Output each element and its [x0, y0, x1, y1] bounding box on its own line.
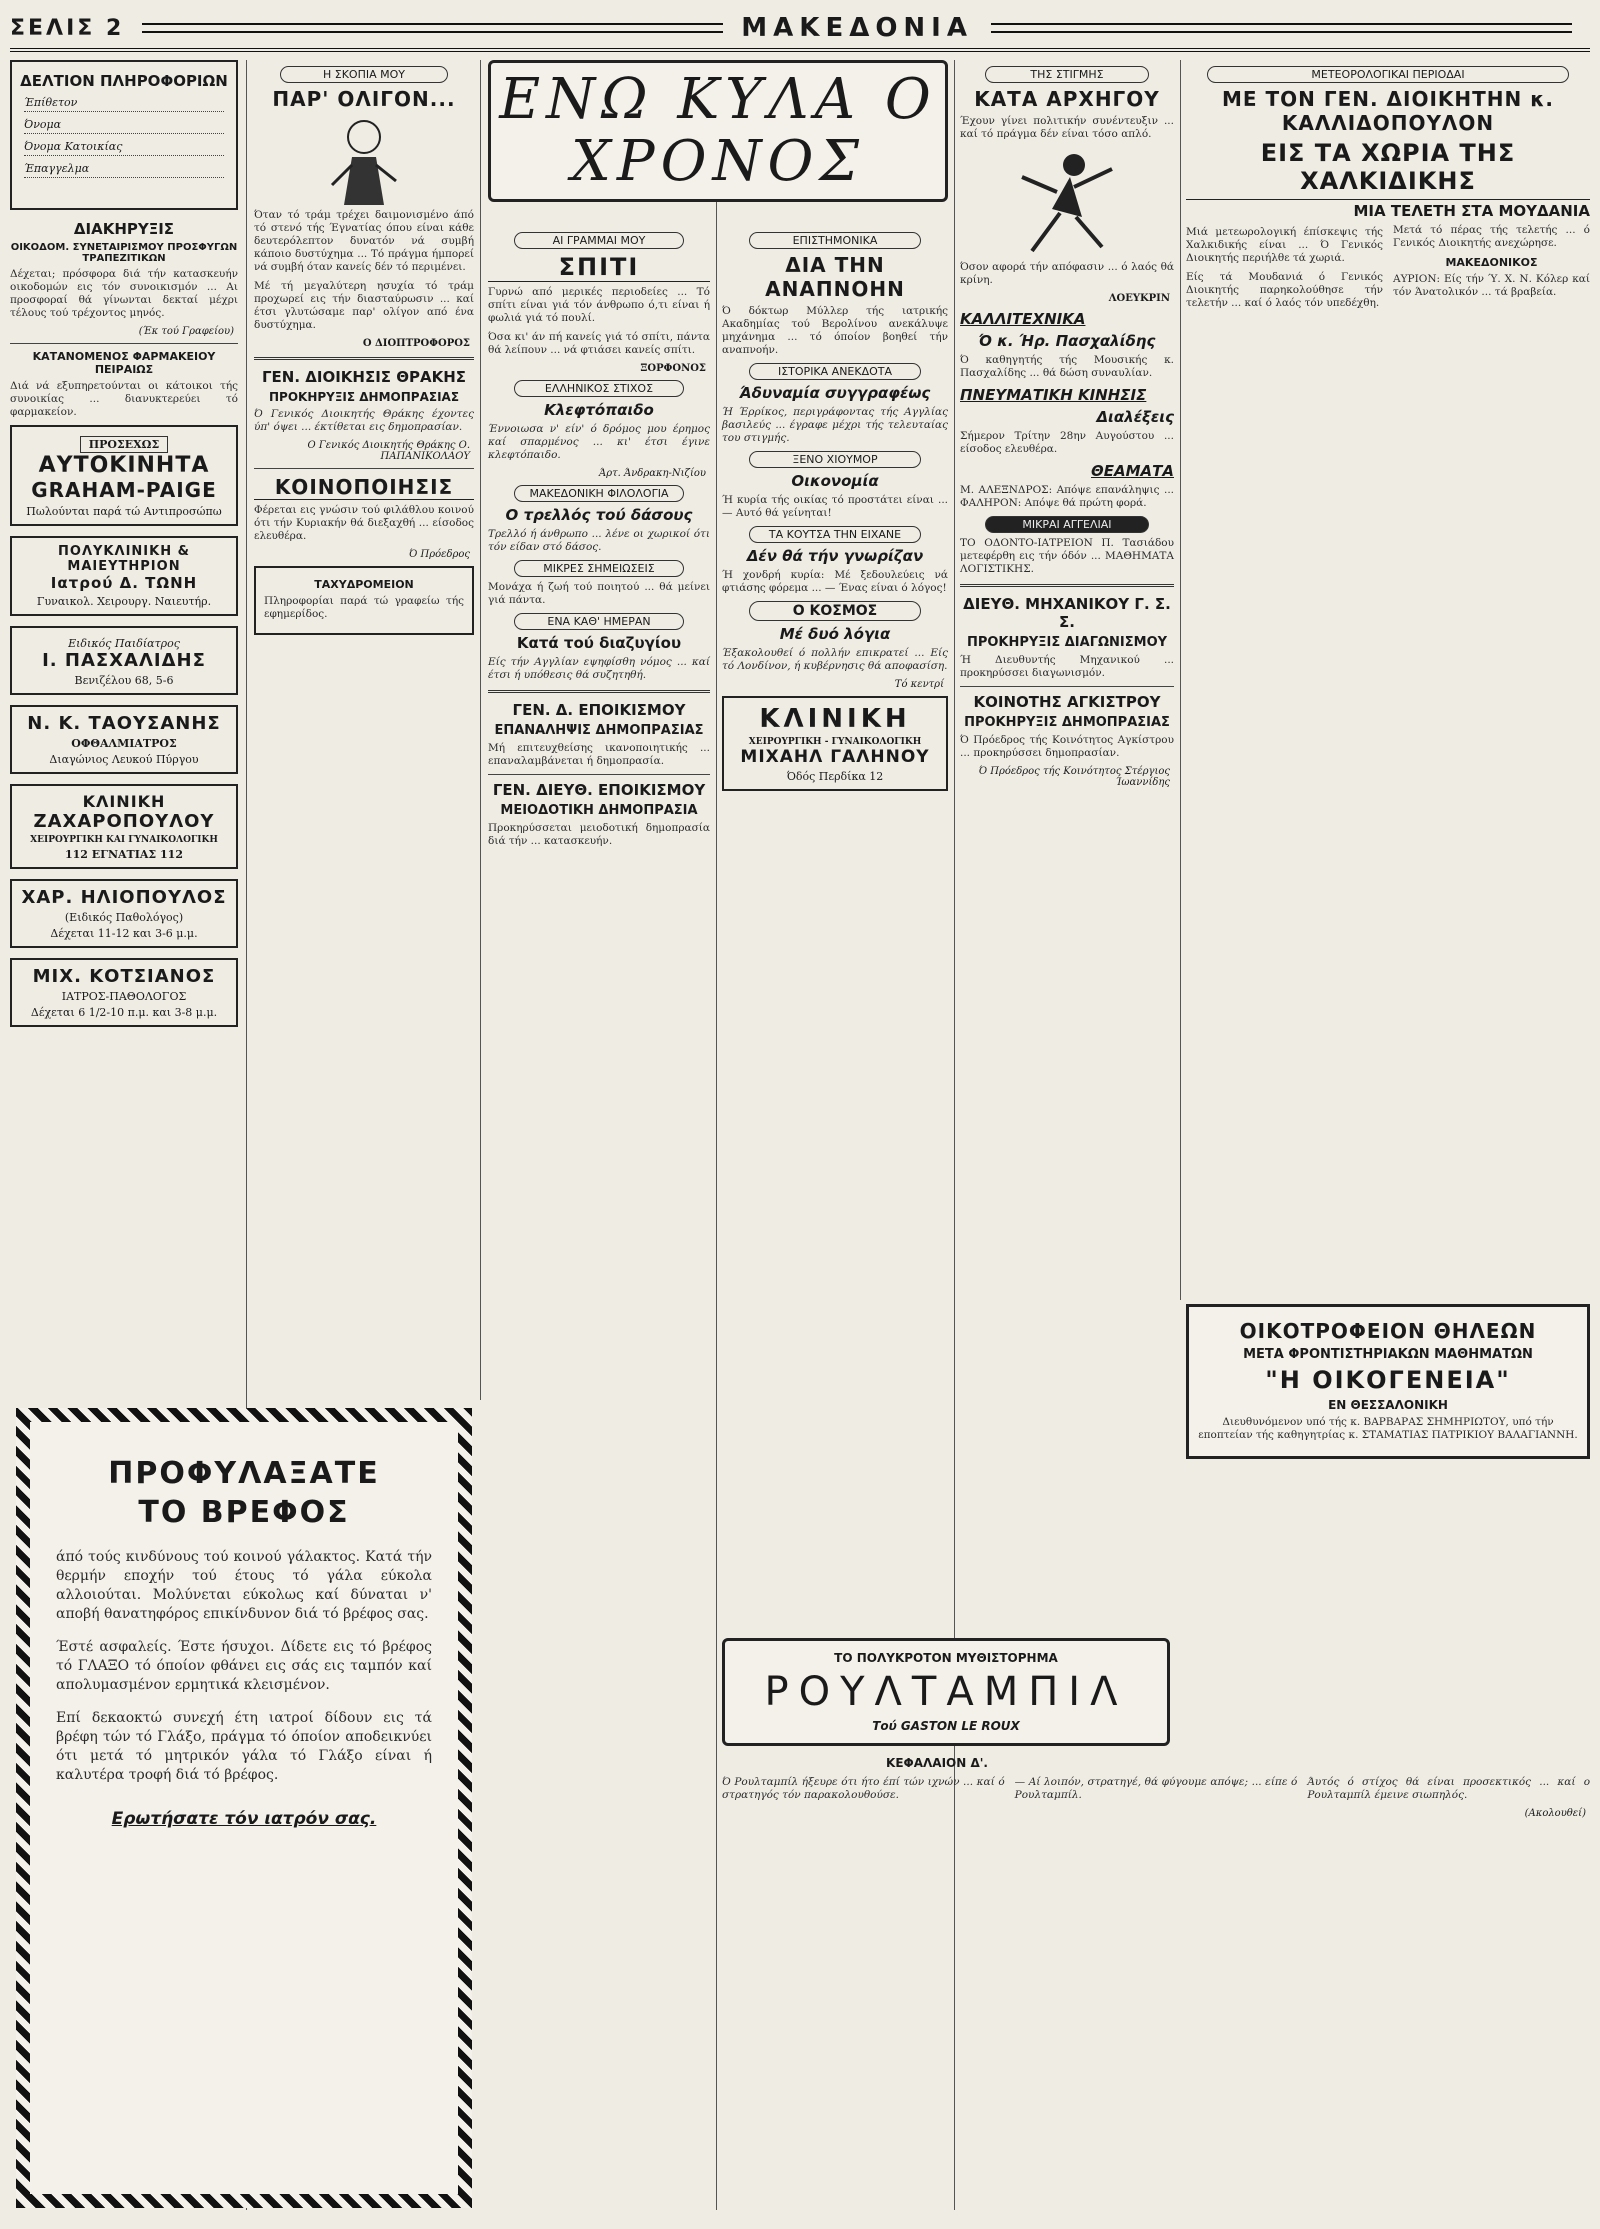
ad-name: ΜΙΧΑΗΛ ΓΑΛΗΝΟΥ [740, 747, 930, 767]
notice-title: ΔΙΑΚΗΡΥΞΙΣ [73, 220, 175, 238]
section-kicker: ΤΑ ΚΟΥΤΣΑ ΤΗΝ ΕΙΧΑΝΕ [749, 526, 921, 543]
form-line: Όνομα Κατοικίας [24, 140, 224, 156]
ad-city: ΕΝ ΘΕΣΣΑΛΟΝΙΚΗ [1328, 1398, 1448, 1412]
ad-text: Έστέ ασφαλείς. Έστε ήσυχοι. Δίδετε εις τό βρέφος τό ΓΛΑΞΟ τό όποίον φθάνει εις σάς εις ταμπόν καί απολυμασμένον ερμητικά κλεισμένον. [56, 1639, 432, 1693]
serial-text: Ό Ρουλταμπίλ ήξευρε ότι ήτο έπί τών ιχνών ... καί ό στρατηγός τόν παρακολουθούσε. [722, 1776, 1005, 1801]
pharmacy-text: Διά νά εξυπηρετούνται οι κάτοικοι τής συνοικίας ... διανυκτερεύει τό φαρμακείον. [10, 380, 238, 418]
form-line: Έπίθετον [24, 96, 224, 112]
box-title: ΤΑΧΥΔΡΟΜΕΙΟΝ [314, 578, 414, 591]
article-text: Έξακολουθεί ό πολλήν επικρατεί ... Είς τό Λονδίνον, ή κυβέρνησις θά αποφασίση. [722, 647, 948, 672]
divider [254, 357, 474, 360]
notice-subtitle: ΟΙΚΟΔΟΜ. ΣΥΝΕΤΑΙΡΙΣΜΟΥ ΠΡΟΣΦΥΓΩΝ ΤΡΑΠΕΖΙΤΙΚΩΝ [10, 242, 238, 264]
section-kicker: ΤΗΣ ΣΤΙΓΜΗΣ [985, 66, 1149, 83]
section-kicker: ΜΑΚΕΔΟΝΙΚΗ ΦΙΛΟΛΟΓΙΑ [514, 485, 683, 502]
article-title: Οικονομία [791, 472, 879, 490]
notice-pharmacy [10, 350, 238, 419]
divider [488, 774, 710, 775]
ad-sub: ΧΕΙΡΟΥΡΓΙΚΗ - ΓΥΝΑΙΚΟΛΟΓΙΚΗ [748, 737, 922, 747]
article-text: Είς τά Μουδανιά ό Γενικός Διοικητής παρηκολούθησε τήν τελετήν ... καί ό λαός τόν υπεδέχθη. [1186, 271, 1383, 309]
poem-text: Έννοιωσα ν' είν' ό δρόμος μου έρημος καί σπαρμένος ... κι' έτσι έγινε κλεφτόπαιδο. [488, 423, 710, 461]
ad-name: "Η ΟΙΚΟΓΕΝΕΙΑ" [1265, 1366, 1511, 1394]
article-signature: Ο ΔΙΟΠΤΡΟΦΟΡΟΣ [362, 338, 470, 349]
article-signature: ΛΟΕΥΚΡΙΝ [1108, 293, 1170, 304]
section-kicker: Ο ΚΟΣΜΟΣ [749, 601, 921, 621]
ad-spec: (Ειδικός Παθολόγος) [64, 911, 184, 924]
notice-text: ΑΥΡΙΟΝ: Είς τήν Ύ. Χ. Ν. Κόλερ καί τόν Άνατολικόν ... τά βραβεία. [1393, 273, 1590, 298]
article-text: Όσον αφορά τήν απόφασιν ... ό λαός θά κρίνη. [960, 261, 1174, 286]
column-rule [480, 60, 481, 1400]
form-line: Όνομα [24, 118, 224, 134]
ad-sub: Πωλούνται παρά τώ Αντιπροσώπω [26, 505, 222, 518]
masthead-rule [142, 23, 723, 33]
article-body [1186, 224, 1590, 311]
notice-title: ΓΕΝ. Δ. ΕΠΟΙΚΙΣΜΟΥ [512, 701, 686, 719]
serial-chapter: ΚΕΦΑΛΑΙΟΝ Δ'. [886, 1756, 988, 1770]
article-text: Μιά μετεωρολογική έπίσκεψις τής Χαλκιδικής είναι ... Ό Γενικός Διοικητής περιήλθε τά χωριά. [1186, 226, 1383, 264]
ad-sub: Διαγώνιος Λευκού Πύργου [49, 753, 199, 766]
article-headline: ΠΑΡ' ΟΛΙΓΟΝ... [272, 87, 456, 111]
section-kicker: ΙΣΤΟΡΙΚΑ ΑΝΕΚΔΟΤΑ [749, 363, 921, 380]
ad-address: Βενιζέλου 68, 5-6 [74, 674, 174, 687]
notice-diakirixis [10, 220, 238, 337]
ad-clinic-galinou [722, 696, 948, 791]
poem-title: Κλεφτόπαιδο [544, 401, 654, 419]
notice-text: Δέχεται; πρόσφορα διά τήν κατασκευήν οικοδομών εις τόν συνοικισμόν ... Αι προσφοραί θά γίνωνται δεκταί μέχρι τέλους τού τρέχοντος μηνός. [10, 268, 238, 319]
divider [254, 468, 474, 469]
column-science [722, 226, 948, 801]
column-rule [954, 60, 955, 2210]
ad-head: ΠΡΟΣΕΧΩΣ [80, 436, 169, 453]
serial-title: ΡΟΥΛΤΑΜΠΙΛ [764, 1669, 1128, 1715]
notice-signature: Ο Γενικός Διοικητής Θράκης Ο. ΠΑΠΑΝΙΚΟΛΑΟΥ [307, 440, 470, 462]
ad-sub: Γυναικολ. Χειρουργ. Ναιευτήρ. [36, 595, 212, 608]
section-kicker: ΑΙ ΓΡΑΜΜΑΙ ΜΟΥ [514, 232, 683, 249]
section-kicker: Η ΣΚΟΠΙΑ ΜΟΥ [280, 66, 448, 83]
cartoon-figure-illustration [324, 115, 404, 205]
article-headline: ΔΙΑ ΤΗΝ ΑΝΑΠΝΟΗΝ [765, 253, 905, 301]
poem-signature: Άρτ. Άνδρακη-Νιζίου [599, 468, 706, 479]
ad-doctor [10, 958, 238, 1027]
column-stigmis [960, 60, 1174, 794]
ad-title: ΚΛΙΝΙΚΗ [82, 792, 166, 811]
serial-text: Άυτός ό στίχος θά είναι προσεκτικός ... καί ο Ρουλταμπίλ έμεινε σιωπηλός. [1307, 1776, 1591, 1801]
newspaper-page [10, 8, 1590, 2213]
divider [960, 686, 1174, 687]
column-grammai [488, 226, 710, 854]
serial-novel [722, 1638, 1590, 1825]
article-text: ΤΟ ΟΔΟΝΤΟ-ΙΑΤΡΕΙΟΝ Π. Τασιάδου μετεφέρθη εις τήν όδόν ... ΜΑΘΗΜΑΤΑ ΛΟΓΙΣΤΙΚΗΣ. [960, 537, 1174, 575]
article-text: Μονάχα ή ζωή τού ποιητού ... θά μείνει γιά πάντα. [488, 581, 710, 606]
article-title: Κατά τού διαζυγίου [516, 634, 682, 652]
ad-cars [10, 425, 238, 526]
divider [960, 584, 1174, 587]
article-text: Όταν τό τράμ τρέχει δαιμονισμένο άπό τό στενό τής Έγνατίας όπου είναι κάθε δευτερόλεπτον δυνατόν νά συμβή κάποιο δυστύχημα ... Τό πράγμα ήμπορεί νά συμβή όταν κανείς δέν τό περιμένει. [254, 209, 474, 273]
notice-title: ΓΕΝ. ΔΙΕΥΘ. ΕΠΟΙΚΙΣΜΟΥ [492, 781, 706, 799]
notice-subtitle: ΜΕΙΟΔΟΤΙΚΗ ΔΗΜΟΠΡΑΣΙΑ [500, 803, 698, 818]
article-text: Είς τήν Αγγλίαν εψηφίσθη νόμος ... καί έτσι ή υπόθεσις θά συζητηθή. [488, 656, 710, 681]
article-headline: ΚΑΤΑ ΑΡΧΗΓΟΥ [974, 87, 1160, 111]
ad-pathologist [10, 879, 238, 948]
section-kicker: ΜΕΤΕΟΡΟΛΟΓΙΚΑΙ ΠΕΡΙΟΔΑΙ [1207, 66, 1568, 83]
notice-text: Ή Διευθυντής Μηχανικού ... προκηρύσσει διαγωνισμόν. [960, 654, 1174, 679]
notice-text: Προκηρύσσεται μειοδοτική δημοπρασία διά τήν ... κατασκευήν. [488, 822, 710, 847]
ad-boarding-school-wrap [1186, 1304, 1590, 1469]
dancing-figure-illustration [1012, 147, 1122, 257]
ad-glaxo-infant [16, 1408, 472, 2208]
small-notice-box [254, 566, 474, 635]
article-signature: ΞΟΡΦΟΝΟΣ [640, 363, 706, 374]
ad-name: ΖΑΧΑΡΟΠΟΥΛΟΥ [33, 811, 215, 832]
serial-banner [722, 1638, 1170, 1746]
ad-name: Ι. ΠΑΣΧΑΛΙΔΗΣ [42, 650, 206, 671]
article-title: Διαλέξεις [1096, 408, 1174, 426]
article-headline: ΜΕ ΤΟΝ ΓΕΝ. ΔΙΟΙΚΗΤΗΝ κ. ΚΑΛΛΙΔΟΠΟΥΛΟΝ [1221, 87, 1555, 135]
article-title: Ό κ. Ήρ. Πασχαλίδης [978, 332, 1156, 350]
notice-title: ΚΟΙΝΟΠΟΙΗΣΙΣ [254, 475, 474, 500]
ad-brand: GRAHAM-PAIGE [31, 478, 217, 502]
ad-title: ΠΟΛΥΚΛΙΝΙΚΗ & ΜΑΙΕΥΤΗΡΙΟΝ [58, 544, 190, 574]
article-text: Ό δόκτωρ Μύλλερ τής ιατρικής Ακαδημίας τού Βερολίνου ανεκάλυψε μηχάνημα ... τό όποίον βοηθεί τήν αναπνοήν. [722, 305, 948, 356]
ad-doctor: Ιατρού Δ. ΤΩΝΗ [50, 574, 198, 592]
column-rule [716, 60, 717, 2210]
ad-name: ΑΥΤΟΚΙΝΗΤΑ [38, 453, 210, 478]
ad-ophthalmologist [10, 705, 238, 774]
serial-columns [722, 1774, 1590, 1808]
article-text: Τρελλό ή άνθρωπο ... λένε οι χωρικοί ότι τόν είδαν στό δάσος. [488, 528, 710, 553]
column-skopia [254, 60, 474, 645]
article-text: Όσα κι' άν πή κανείς γιά τό σπίτι, πάντα θά λείπουν ... νά φτιάσει κανείς σπίτι. [488, 331, 710, 356]
ad-title: ΠΡΟΦΥΛΑΞΑΤΕ [108, 1456, 380, 1491]
newspaper-title: ΜΑΚΕΔΟΝΙΑ [741, 13, 973, 43]
article-text: Μ. ΑΛΕΞΝΔΡΟΣ: Απόψε επανάληψις ... ΦΑΛΗΡΟΝ: Απόψε θά πρώτη φορά. [960, 484, 1174, 509]
article-text: Ή χονδρή κυρία: Μέ ξεδουλεύεις νά φτιάσης φόρεμα ... — Ένας είναι ό λόγος! [722, 569, 948, 594]
ad-title: ΚΛΙΝΙΚΗ [759, 704, 911, 734]
ad-spec: ΟΦΘΑΛΜΙΑΤΡΟΣ [71, 737, 177, 750]
ad-polyclinic [10, 536, 238, 616]
section-kicker: ΘΕΑΜΑΤΑ [1091, 462, 1174, 480]
ad-text: άπό τούς κινδύνους τού κοινού γάλακτος. Κατά τήν θερμήν εποχήν τού έτους τό γάλα εύκολα αλλοιούται. Μολύνεται εύκολως καί δύναται ν' αποβή θανατηφόρος επικίνδυνον διά τό βρέφος σας. [56, 1549, 432, 1622]
masthead-rule [991, 23, 1572, 33]
notice-subtitle: ΕΠΑΝΑΛΗΨΙΣ ΔΗΜΟΠΡΑΣΙΑΣ [494, 723, 704, 738]
ad-title: ΟΙΚΟΤΡΟΦΕΙΟΝ ΘΗΛΕΩΝ [1239, 1319, 1537, 1343]
notice-subtitle: ΠΡΟΚΗΡΥΞΙΣ ΔΗΜΟΠΡΑΣΙΑΣ [964, 715, 1170, 730]
article-headline: ΣΠΙΤΙ [488, 253, 710, 282]
ad-address: 112 ΕΓΝΑΤΙΑΣ 112 [64, 848, 183, 861]
article-text: Έχουν γίνει πολιτικήν συνέντευξιν ... καί τό πράγμα δέν είναι τόσο απλό. [960, 115, 1174, 140]
serial-author: Τού GASTON LE ROUX [872, 1719, 1020, 1733]
article-text: Ό καθηγητής τής Μουσικής κ. Πασχαλίδης ... θά δώση συναυλίαν. [960, 354, 1174, 379]
notice-signature: Ό Πρόεδρος τής Κοινότητος Στέργιος Ίωαννίδης [978, 766, 1170, 788]
banner-title: ΕΝΩ ΚΥΛΑ Ο ΧΡΟΝΟΣ [499, 67, 937, 194]
serial-continued: (Ακολουθεί) [1524, 1808, 1586, 1819]
divider [10, 343, 238, 344]
page-number: ΣΕΛΙΣ 2 [10, 15, 125, 41]
notice-title: ΔΙΕΥΘ. ΜΗΧΑΝΙΚΟΥ Γ. Σ. Σ. [963, 595, 1171, 631]
enoikyla-banner [488, 60, 948, 202]
ad-name: ΜΙΧ. ΚΟΤΣΙΑΝΟΣ [32, 966, 216, 987]
notice-text: Ό Πρόεδρος τής Κοινότητος Αγκίστρου ... προκηρύσσει δημοπρασίαν. [960, 734, 1174, 759]
ad-sub: Ειδικός Παιδίατρος [68, 637, 180, 650]
notice-text: Ό Γενικός Διοικητής Θράκης έχοντες ύπ' όψει ... έκτίθεται εις δημοπρασίαν. [254, 408, 474, 433]
serial-text: — Αί λοιπόν, στρατηγέ, θά φύγουμε απόψε; ... είπε ό Ρουλταμπίλ. [1014, 1776, 1298, 1801]
ad-pediatrician [10, 626, 238, 695]
article-text: Μετά τό πέρας τής τελετής ... ό Γενικός Διοικητής ανεχώρησε. [1393, 224, 1590, 249]
ad-title-2: ΤΟ ΒΡΕΦΟΣ [138, 1495, 350, 1530]
form-line: Έπαγγελμα [24, 162, 224, 178]
divider [488, 690, 710, 693]
masthead [10, 8, 1590, 52]
section-kicker: ΜΙΚΡΑΙ ΑΓΓΕΛΙΑΙ [985, 516, 1149, 533]
section-kicker: ΕΝΑ ΚΑΘ' ΗΜΕΡΑΝ [514, 613, 683, 630]
ad-sub: ΧΕΙΡΟΥΡΓΙΚΗ ΚΑΙ ΓΥΝΑΙΚΟΛΟΓΙΚΗ [30, 835, 218, 845]
notice-signature: (Έκ τού Γραφείου) [138, 326, 234, 337]
feature-block [488, 60, 948, 212]
notice-text: Φέρεται εις γνώσιν τού φιλάθλου κοινού ότι τήν Κυριακήν θά διεξαχθή ... είσοδος ελευθέρα. [254, 504, 474, 542]
article-signature: Τό κεντρί [894, 679, 944, 690]
section-kicker: ΞΕΝΟ ΧΙΟΥΜΟΡ [749, 451, 921, 468]
pharmacy-title: ΚΑΤΑΝΟΜΕΝΟΣ ΦΑΡΜΑΚΕΙΟΥ ΠΕΙΡΑΙΩΣ [32, 350, 216, 376]
ad-sub: Δέχεται 11-12 και 3-6 μ.μ. [50, 927, 198, 940]
article-text: Μέ τή μεγαλύτερη ησυχία τό τράμ προχωρεί εις τήν διασταύρωσιν ... καί έτσι γλυτώσαμε παρ' ολίγον από ένα δυστύχημα. [254, 280, 474, 331]
article-text: Ή Έρρίκος, περιγράφοντας τής Αγγλίας βασιλεύς ... έγραφε μέχρι τής τελευταίας του στιγμής. [722, 406, 948, 444]
article-text: Ή κυρία τής οικίας τό προστάτει είναι ... — Αυτό θά γείνηται! [722, 494, 948, 519]
article-text: Γυρνώ από μερικές περιοδείες ... Τό σπίτι είναι γιά τόν άνθρωπο ό,τι είναι ή φωλιά γιά τό πουλί. [488, 286, 710, 324]
article-text: Σήμερον Τρίτην 28ην Αυγούστου ... είσοδος ελευθέρα. [960, 430, 1174, 455]
ad-spec: ΙΑΤΡΟΣ-ΠΑΘΟΛΟΓΟΣ [61, 990, 187, 1003]
notice-subtitle: ΠΡΟΚΗΡΥΞΙΣ ΔΗΜΟΠΡΑΣΙΑΣ [268, 390, 460, 404]
ad-name: Ν. Κ. ΤΑΟΥΣΑΝΗΣ [27, 713, 221, 734]
section-kicker: ΚΑΛΛΙΤΕΧΝΙΚΑ [960, 310, 1086, 328]
info-form [10, 60, 238, 210]
section-kicker: ΜΙΚΡΕΣ ΣΗΜΕΙΩΣΕΙΣ [514, 560, 683, 577]
notice-signature: Ό Πρόεδρος [408, 549, 470, 560]
column-ads [10, 60, 238, 1037]
ad-clinic [10, 784, 238, 869]
article-title: Μέ δυό λόγια [779, 625, 891, 643]
box-text: Πληροφορίαι παρά τώ γραφείω τής εφημερίδος. [264, 595, 464, 620]
notice-title: ΚΟΙΝΟΤΗΣ ΑΓΚΙΣΤΡΟΥ [973, 693, 1161, 711]
column-chalkidiki [1186, 60, 1590, 311]
form-title: ΔΕΛΤΙΟΝ ΠΛΗΡΟΦΟΡΙΩΝ [20, 72, 228, 90]
notice-title: ΜΑΚΕΔΟΝΙΚΟΣ [1445, 256, 1538, 269]
ad-boarding-school [1186, 1304, 1590, 1459]
article-title: Άδυναμία συγγραφέως [739, 384, 931, 402]
ad-sub: ΜΕΤΑ ΦΡΟΝΤΙΣΤΗΡΙΑΚΩΝ ΜΑΘΗΜΑΤΩΝ [1243, 1347, 1533, 1362]
section-kicker: ΕΠΙΣΤΗΜΟΝΙΚΑ [749, 232, 921, 249]
section-kicker: ΕΛΛΗΝΙΚΟΣ ΣΤΙΧΟΣ [514, 380, 683, 397]
notice-title: ΓΕΝ. ΔΙΟΙΚΗΣΙΣ ΘΡΑΚΗΣ [261, 368, 467, 386]
section-kicker: ΠΝΕΥΜΑΤΙΚΗ ΚΙΝΗΣΙΣ [960, 386, 1147, 404]
article-subhead: ΜΙΑ ΤΕΛΕΤΗ ΣΤΑ ΜΟΥΔΑΝΙΑ [1186, 199, 1590, 220]
article-title: Δέν θά τήν γνωρίζαν [746, 547, 924, 565]
notice-subtitle: ΠΡΟΚΗΡΥΞΙΣ ΔΙΑΓΩΝΙΣΜΟΥ [966, 635, 1168, 650]
serial-label: ΤΟ ΠΟΛΥΚΡΟΤΟΝ ΜΥΘΙΣΤΟΡΗΜΑ [834, 1651, 1058, 1665]
notice-text: Μή επιτευχθείσης ικανοποιητικής ... επαναλαμβάνεται ή δημοπρασία. [488, 742, 710, 767]
ad-text: Διευθυνόμενον υπό τής κ. ΒΑΡΒΑΡΑΣ ΣΗΜΗΡΙΩΤΟΥ, υπό τήν εποπτείαν τής καθηγητρίας κ. ΣΤΑΜΑΤΙΑΣ ΠΑΤΡΙΚΙΟΥ ΒΑΛΑΓΙΑΝΝΗ. [1198, 1416, 1578, 1441]
ad-address: Όδός Περδίκα 12 [786, 770, 884, 783]
ad-sub: Δέχεται 6 1/2-10 π.μ. και 3-8 μ.μ. [30, 1006, 218, 1019]
article-title: Ο τρελλός τού δάσους [505, 506, 693, 524]
article-headline-2: ΕΙΣ ΤΑ ΧΩΡΙΑ ΤΗΣ ΧΑΛΚΙΔΙΚΗΣ [1260, 139, 1516, 195]
ad-cta: Ερωτήσατε τόν ιατρόν σας. [111, 1809, 377, 1829]
ad-text: Επί δεκαοκτώ συνεχή έτη ιατροί δίδουν εις τά βρέφη τών τό Γλάξο, πράγμα τό όποίον αποδεικνύει ότι μετά τό μητρικόν γάλα τό Γλάξο είναι ή καλυτέρα τροφή διά τό βρέφος. [56, 1710, 432, 1783]
column-rule [1180, 60, 1181, 1300]
ad-name: ΧΑΡ. ΗΛΙΟΠΟΥΛΟΣ [21, 887, 227, 908]
